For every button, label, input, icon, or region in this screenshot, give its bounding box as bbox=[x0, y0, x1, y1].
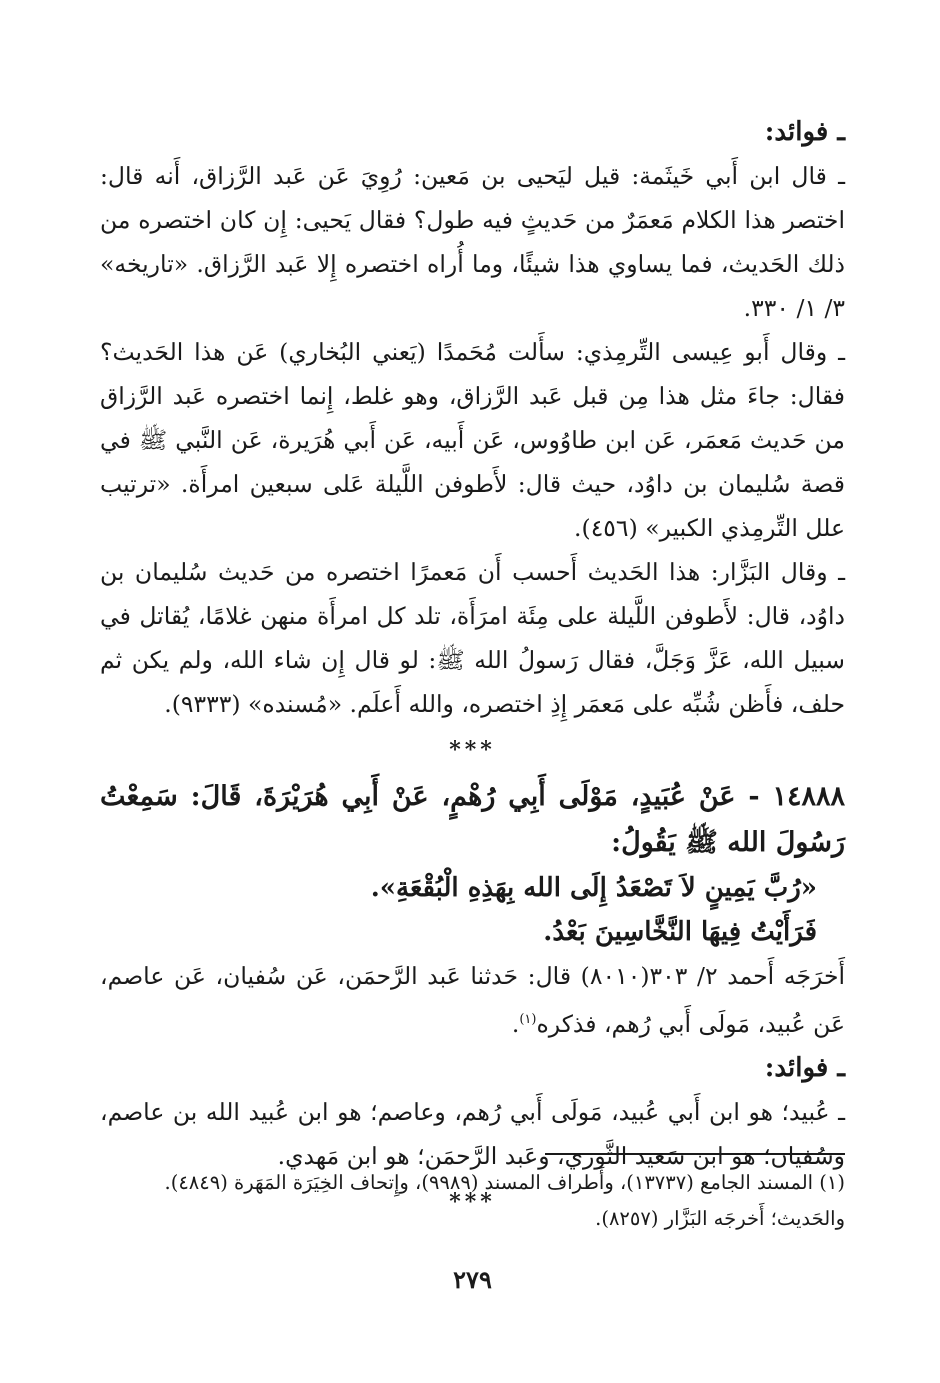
document-page bbox=[100, 110, 845, 1340]
paragraph-ibn-abi-khaythama: ـ قال ابن أَبي خَيثَمة: قيل ليَحيى بن مَعين: رُوِيَ عَن عَبد الرَّزاق، أَنه قال: اختصر هذا الكلام مَعمَرٌ من حَديثٍ فيه طول؟ فقال يَحيى: إِن كان اختصره من ذلك الحَديث، فما يساوي هذا شيئًا، وما أُراه اختصره إِلا عَبد الرَّزاق. «تاريخه» ٣/ ١/ ٣٣٠. bbox=[100, 162, 845, 322]
hadith-matn: «رُبَّ يَمِينٍ لاَ تَصْعَدُ إِلَى الله بِهَذِهِ الْبُقْعَةِ». bbox=[370, 873, 817, 903]
takhrij-end: . bbox=[511, 1009, 520, 1038]
takhrij-paragraph bbox=[100, 954, 845, 1046]
footnote-divider bbox=[545, 1153, 845, 1155]
hadith-isnad: ١٤٨٨٨ - عَنْ عُبَيدٍ، مَوْلَى أَبِي رُهْمٍ، عَنْ أَبِي هُرَيْرَةَ، قَالَ: سَمِعْتُ رَسُولَ الله ﷺ يَقُولُ: bbox=[100, 781, 845, 858]
hadith-addendum: فَرَأَيْتُ فِيهَا النَّخَّاسِينَ بَعْدُ. bbox=[543, 917, 817, 947]
paragraph-narrators: ـ عُبيد؛ هو ابن أَبي عُبيد، مَولَى أَبي رُهم، وعاصم؛ هو ابن عُبيد الله بن عاصم، وسُفيان؛ هو ابن سَعيد الثَّوري، وعَبد الرَّحمَن؛ هو ابن مَهدي. bbox=[100, 1097, 845, 1170]
page-number: ٢٧٩ bbox=[453, 1265, 492, 1294]
footnote-1: (١) المسند الجامع (١٣٧٣٧)، وأَطراف المسند (٩٩٨٩)، وإِتحاف الخِيَرَة المَهَرة (٤٨٤٩). bbox=[164, 1171, 845, 1194]
paragraph-tirmidhi: ـ وقال أَبو عِيسى التِّرمِذي: سأَلت مُحَمدًا (يَعني البُخاري) عَن هذا الحَديث؟ فقال: جاءَ مثل هذا مِن قبل عَبد الرَّزاق، وهو غلط، إِنما اختصره عَبد الرَّزاق من حَديث مَعمَر، عَن ابن طاوُوس، عَن أَبيه، عَن أَبي هُرَيرة، عَن النَّبي ﷺ في قصة سُليمان بن داوُد، حيث قال: لأَطوفن اللَّيلة عَلى سبعين امرأَة. «ترتيب علل التِّرمِذي الكبير» (٤٥٦). bbox=[100, 338, 845, 542]
separator-stars-2: *** bbox=[449, 1188, 496, 1215]
footnote-1-continued: والحَديث؛ أَخرجَه البَزَّار (٨٢٥٧). bbox=[595, 1207, 845, 1230]
takhrij-text: أَخرَجَه أَحمد ٢/ ٣٠٣(٨٠١٠) قال: حَدثنا عَبد الرَّحمَن، عَن سُفيان، عَن عاصم، عَن عُبيد، مَولَى أَبي رُهم، فذكره bbox=[100, 962, 845, 1038]
paragraph-bazzar: ـ وقال البَزَّار: هذا الحَديث أَحسب أَن مَعمرًا اختصره من حَديث سُليمان بن داوُد، قال: لأَطوفن اللَّيلة على مِئَة امرَأَة، تلد كل امرأَة منهن غلامًا، يُقاتل في سبيل الله، عَزَّ وَجَلَّ، فقال رَسولُ الله ﷺ: لو قال إِن شاء الله، ولم يكن ثم حلف، فأَظن شُبِّه على مَعمَر إِذِ اختصره، والله أَعلَم. «مُسنده» (٩٣٣٣). bbox=[100, 558, 845, 718]
footnotes bbox=[100, 1165, 845, 1237]
separator-stars-1: *** bbox=[449, 737, 496, 763]
section-heading-fawaid-1: ـ فوائد: bbox=[764, 117, 845, 147]
section-heading-fawaid-2: ـ فوائد: bbox=[764, 1052, 845, 1083]
footnote-marker: (١) bbox=[519, 1012, 537, 1027]
